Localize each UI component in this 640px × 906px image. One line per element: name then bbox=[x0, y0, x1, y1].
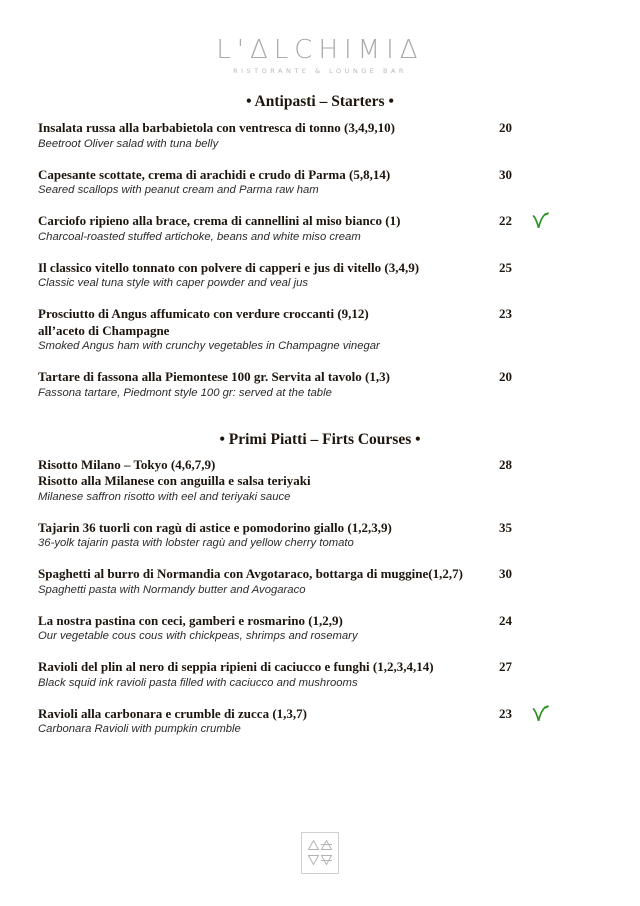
menu-item bbox=[38, 167, 512, 199]
item-description: Classic veal tuna style with caper powder and veal jus bbox=[38, 277, 309, 289]
item-description: Black squid ink ravioli pasta filled with caciucco and mushrooms bbox=[38, 676, 358, 689]
item-title: Spaghetti al burro di Normandia con Avgotaraco, bottarga di muggine(1,2,7) bbox=[38, 566, 463, 581]
item-price: 23 bbox=[499, 705, 512, 721]
menu-item bbox=[38, 706, 512, 738]
four-elements-alchemy-icon bbox=[301, 861, 339, 878]
menu-item bbox=[38, 120, 512, 152]
item-title: Ravioli del plin al nero di seppia ripieni di caciucco e funghi (1,2,3,4,14) bbox=[38, 659, 434, 674]
item-title: La nostra pastina con ceci, gamberi e rosmarino (1,2,9) bbox=[38, 612, 343, 628]
menu-item bbox=[38, 260, 512, 292]
item-title: Risotto Milano – Tokyo (4,6,7,9) bbox=[38, 456, 216, 472]
item-description: Charcoal-roasted stuffed artichoke, beans and white miso cream bbox=[38, 230, 361, 243]
menu-item bbox=[38, 213, 512, 245]
item-title-line2: Risotto alla Milanese con anguilla e salsa teriyaki bbox=[38, 473, 311, 488]
item-price: 30 bbox=[499, 566, 512, 581]
menu-item bbox=[38, 613, 512, 645]
item-title: Ravioli alla carbonara e crumble di zucca (1,3,7) bbox=[38, 705, 307, 721]
item-price: 25 bbox=[499, 259, 512, 275]
item-title: Carciofo ripieno alla brace, crema di cannellini al miso bianco (1) bbox=[38, 213, 401, 228]
menu-item bbox=[38, 659, 512, 691]
item-price: 30 bbox=[499, 166, 512, 182]
item-description: Fassona tartare, Piedmont style 100 gr: served at the table bbox=[38, 386, 332, 399]
vegetarian-icon bbox=[531, 211, 551, 232]
item-description: Milanese saffron risotto with eel and teriyaki sauce bbox=[38, 490, 291, 503]
item-price: 20 bbox=[499, 120, 512, 135]
menu-item bbox=[38, 566, 512, 598]
item-description: Smoked Angus ham with crunchy vegetables in Champagne vinegar bbox=[38, 340, 380, 352]
item-description: Spaghetti pasta with Normandy butter and Avogaraco bbox=[38, 583, 306, 596]
logo-subtitle: RISTORANTE & LOUNGE BAR bbox=[233, 67, 407, 75]
logo-title: L'ΔLCHIMIΔ bbox=[216, 35, 424, 65]
item-price: 28 bbox=[499, 456, 512, 472]
item-title: Capesante scottate, crema di arachidi e crudo di Parma (5,8,14) bbox=[38, 166, 391, 182]
item-title: Prosciutto di Angus affumicato con verdure croccanti (9,12) bbox=[38, 306, 369, 321]
item-price: 23 bbox=[499, 306, 512, 321]
item-description: Beetroot Oliver salad with tuna belly bbox=[38, 137, 219, 150]
primi-piatti-items bbox=[0, 457, 640, 738]
item-title: Tartare di fassona alla Piemontese 100 gr. Servita al tavolo (1,3) bbox=[38, 369, 390, 384]
item-description: Carbonara Ravioli with pumpkin crumble bbox=[38, 723, 241, 735]
menu-item bbox=[38, 457, 512, 505]
menu-item bbox=[38, 520, 512, 552]
item-price: 22 bbox=[499, 213, 512, 228]
item-price: 35 bbox=[499, 519, 512, 535]
footer bbox=[0, 832, 640, 879]
item-title: Insalata russa alla barbabietola con ventresca di tonno (3,4,9,10) bbox=[38, 120, 395, 135]
item-title: Tajarin 36 tuorli con ragù di astice e pomodorino giallo (1,2,3,9) bbox=[38, 519, 392, 535]
item-price: 27 bbox=[499, 659, 512, 674]
section-header-antipasti: • Antipasti – Starters • bbox=[246, 93, 394, 110]
section-header-primi-piatti: • Primi Piatti – Firts Courses • bbox=[219, 430, 421, 448]
item-description: 36-yolk tajarin pasta with lobster ragù and yellow cherry tomato bbox=[38, 537, 354, 549]
restaurant-logo bbox=[0, 0, 640, 76]
menu-item bbox=[38, 306, 512, 354]
item-title-line2: all’aceto di Champagne bbox=[38, 322, 170, 338]
item-title: Il classico vitello tonnato con polvere di capperi e jus di vitello (3,4,9) bbox=[38, 259, 420, 275]
antipasti-items bbox=[0, 120, 640, 401]
item-price: 24 bbox=[499, 612, 512, 628]
vegetarian-icon bbox=[531, 704, 551, 725]
menu-item bbox=[38, 369, 512, 401]
item-price: 20 bbox=[499, 369, 512, 384]
item-description: Seared scallops with peanut cream and Parma raw ham bbox=[38, 184, 319, 196]
item-description: Our vegetable cous cous with chickpeas, shrimps and rosemary bbox=[38, 630, 358, 642]
